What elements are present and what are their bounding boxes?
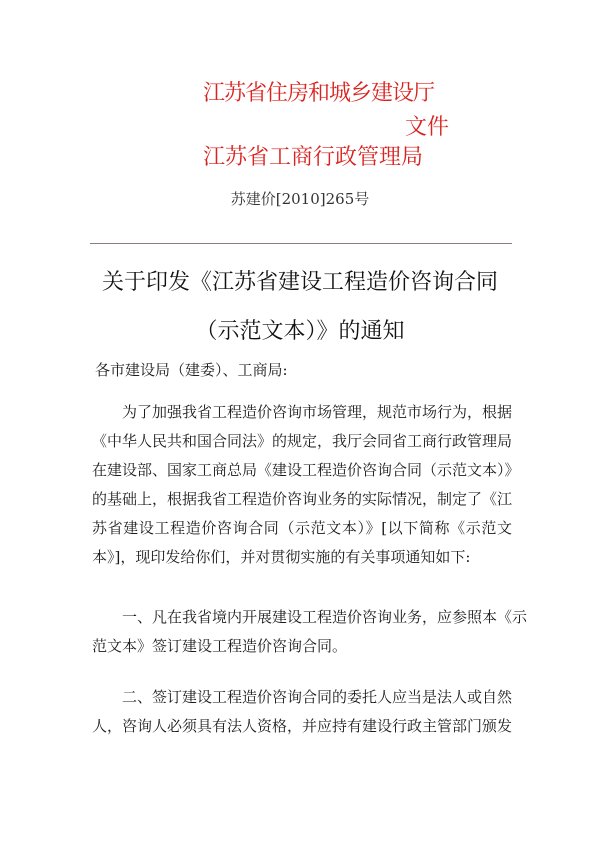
paragraph-line: 本》]，现印发给你们，并对贯彻实施的有关事项通知如下: (92, 548, 471, 566)
paragraph-line: 在建设部、国家工商总局《建设工程造价咨询合同（示范文本）》 (92, 461, 520, 479)
paragraph-line: 二、签订建设工程造价咨询合同的委托人应当是法人或自然 (92, 688, 513, 706)
notice-title-line-2: （示范文本）》的通知 (195, 319, 405, 344)
document-word: 文件 (405, 115, 450, 140)
document-number: 苏建价[2010]265号 (230, 190, 370, 208)
notice-title-line-1: 关于印发《江苏省建设工程造价咨询合同 (101, 270, 498, 295)
paragraph-line: 人，咨询人必须具有法人资格，并应持有建设行政主管部门颁发 (92, 717, 513, 735)
body-paragraph-intro (92, 398, 520, 572)
issuer-name-industry-commerce-bureau: 江苏省工商行政管理局 (203, 145, 424, 170)
paragraph-line: 一、凡在我省境内开展建设工程造价咨询业务，应参照本《示 (92, 608, 528, 626)
paragraph-line: 《中华人民共和国合同法》的规定，我厅会同省工商行政管理局 (92, 432, 513, 450)
body-paragraph-item-2 (92, 683, 512, 741)
header-divider (90, 243, 512, 244)
salutation: 各市建设局（建委）、工商局: (95, 361, 288, 379)
paragraph-line: 苏省建设工程造价咨询合同（示范文本）》[以下简称《示范文 (92, 519, 512, 537)
paragraph-line: 的基础上，根据我省工程造价咨询业务的实际情况，制定了《江 (92, 490, 513, 508)
paragraph-line: 范文本》签订建设工程造价咨询合同。 (92, 637, 348, 655)
paragraph-line: 为了加强我省工程造价咨询市场管理，规范市场行为，根据 (92, 403, 513, 421)
body-paragraph-item-1 (92, 603, 528, 661)
issuer-name-housing-department: 江苏省住房和城乡建设厅 (203, 81, 435, 106)
